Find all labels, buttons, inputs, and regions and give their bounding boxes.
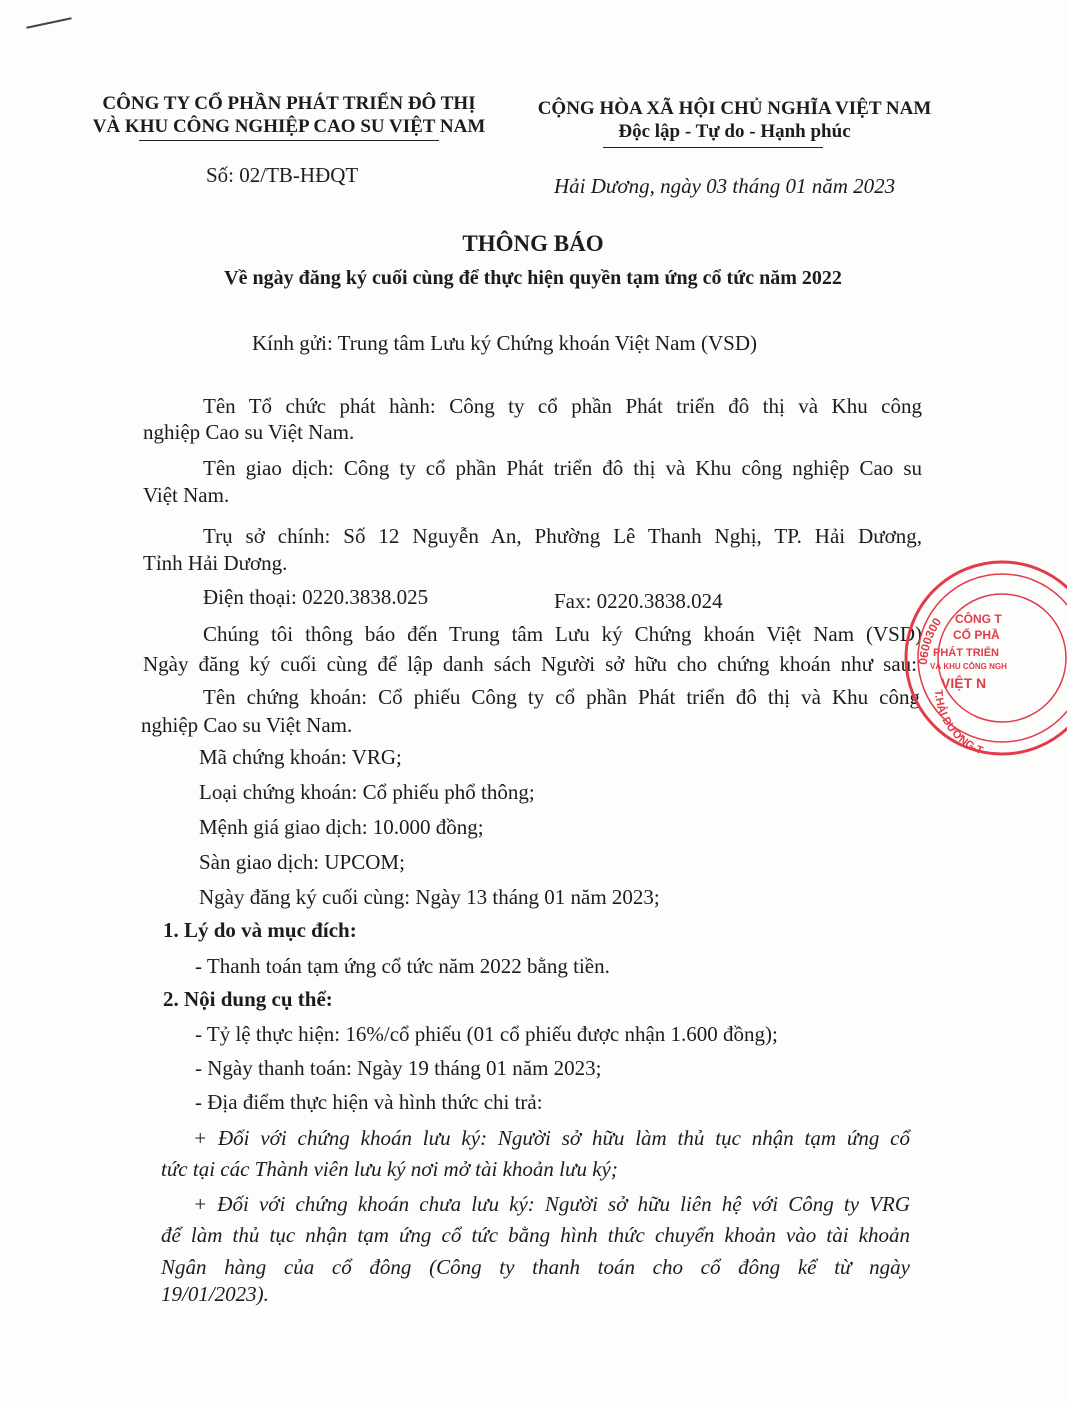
seal-line1: CÔNG T [955,612,1002,626]
issuer-name-line1: Tên Tổ chức phát hành: Công ty cổ phần Phát triển đô thị và Khu công [203,394,922,418]
republic-title: CỘNG HÒA XÃ HỘI CHỦ NGHĨA VIỆT NAM [537,98,932,119]
pen-mark [26,17,71,29]
svg-text:T.HẢI DƯƠNG-T [932,689,985,757]
phone: Điện thoại: 0220.3838.025 [203,585,429,609]
trade-name-line1: Tên giao dịch: Công ty cổ phần Phát triển đô thị và Khu công nghiệp Cao su [203,456,922,480]
deposited-line1: + Đối với chứng khoán lưu ký: Người sở hữu làm thủ tục nhận tạm ứng cổ [193,1126,910,1150]
company-seal [897,555,1067,765]
seal-line2: CỔ PHẦ [953,628,1000,642]
place-date: Hải Dương, ngày 03 tháng 01 năm 2023 [554,174,896,198]
par-value: Mệnh giá giao dịch: 10.000 đồng; [199,815,484,839]
motto: Độc lập - Tự do - Hạnh phúc [618,121,851,142]
section1-item: - Thanh toán tạm ứng cổ tức năm 2022 bằng tiền. [195,954,610,978]
page-title: THÔNG BÁO [462,231,604,256]
company-name-line1: CÔNG TY CỔ PHẦN PHÁT TRIỂN ĐÔ THỊ [102,93,476,114]
company-name-line2: VÀ KHU CÔNG NGHIỆP CAO SU VIỆT NAM [92,116,486,137]
undeposited-line3: Ngân hàng của cổ đông (Công ty thanh toán cho cổ đông kể từ ngày [161,1255,910,1279]
security-name-line1: Tên chứng khoán: Cổ phiếu Công ty cổ phần Phát triển đô thị và Khu công [203,685,920,709]
undeposited-line1: + Đối với chứng khoán chưa lưu ký: Người sở hữu liên hệ với Công ty VRG [193,1192,910,1216]
headquarters-line1: Trụ sở chính: Số 12 Nguyễn An, Phường Lê Thanh Nghị, TP. Hải Dương, [203,524,922,548]
trade-name-line2: Việt Nam. [143,483,230,507]
company-underline [139,140,439,141]
security-name-line2: nghiệp Cao su Việt Nam. [141,713,353,737]
undeposited-line2: để làm thủ tục nhận tạm ứng cổ tức bằng hình thức chuyển khoản vào tài khoản [161,1223,910,1247]
undeposited-line4: 19/01/2023). [161,1282,269,1306]
issuer-name-line2: nghiệp Cao su Việt Nam. [143,420,355,444]
document-number: Số: 02/TB-HĐQT [206,163,359,187]
notice-line1: Chúng tôi thông báo đến Trung tâm Lưu ký Chứng khoán Việt Nam (VSD) [203,622,922,646]
motto-underline [603,147,823,148]
fax: Fax: 0220.3838.024 [554,589,723,613]
security-code: Mã chứng khoán: VRG; [199,745,402,769]
place-method: - Địa điểm thực hiện và hình thức chi trả: [195,1090,543,1114]
seal-top-arc: 0600300 [915,615,945,666]
headquarters-line2: Tỉnh Hải Dương. [143,551,288,575]
section1-heading: 1. Lý do và mục đích: [163,918,357,942]
security-type: Loại chứng khoán: Cổ phiếu phổ thông; [199,780,535,804]
record-date: Ngày đăng ký cuối cùng: Ngày 13 tháng 01 năm 2023; [199,885,660,909]
seal-line5: VIỆT N [941,675,987,691]
payment-date: - Ngày thanh toán: Ngày 19 tháng 01 năm 2023; [195,1056,602,1080]
deposited-line2: tức tại các Thành viên lưu ký nơi mở tài khoản lưu ký; [161,1157,618,1181]
payout-ratio: - Tỷ lệ thực hiện: 16%/cổ phiếu (01 cổ phiếu được nhận 1.600 đồng); [195,1022,778,1046]
page-subtitle: Về ngày đăng ký cuối cùng để thực hiện quyền tạm ứng cổ tức năm 2022 [224,267,842,289]
seal-line3: PHÁT TRIỂN [933,647,999,659]
recipient: Kính gửi: Trung tâm Lưu ký Chứng khoán Việt Nam (VSD) [252,331,757,355]
seal-line4: VÀ KHU CÔNG NGH [930,662,1007,671]
notice-line2: Ngày đăng ký cuối cùng để lập danh sách Người sở hữu cho chứng khoán như sau: [143,652,917,676]
exchange: Sàn giao dịch: UPCOM; [199,850,405,874]
section2-heading: 2. Nội dung cụ thể: [163,987,333,1011]
seal-bottom-arc: T.HẢI DƯƠNG-T [931,689,985,758]
